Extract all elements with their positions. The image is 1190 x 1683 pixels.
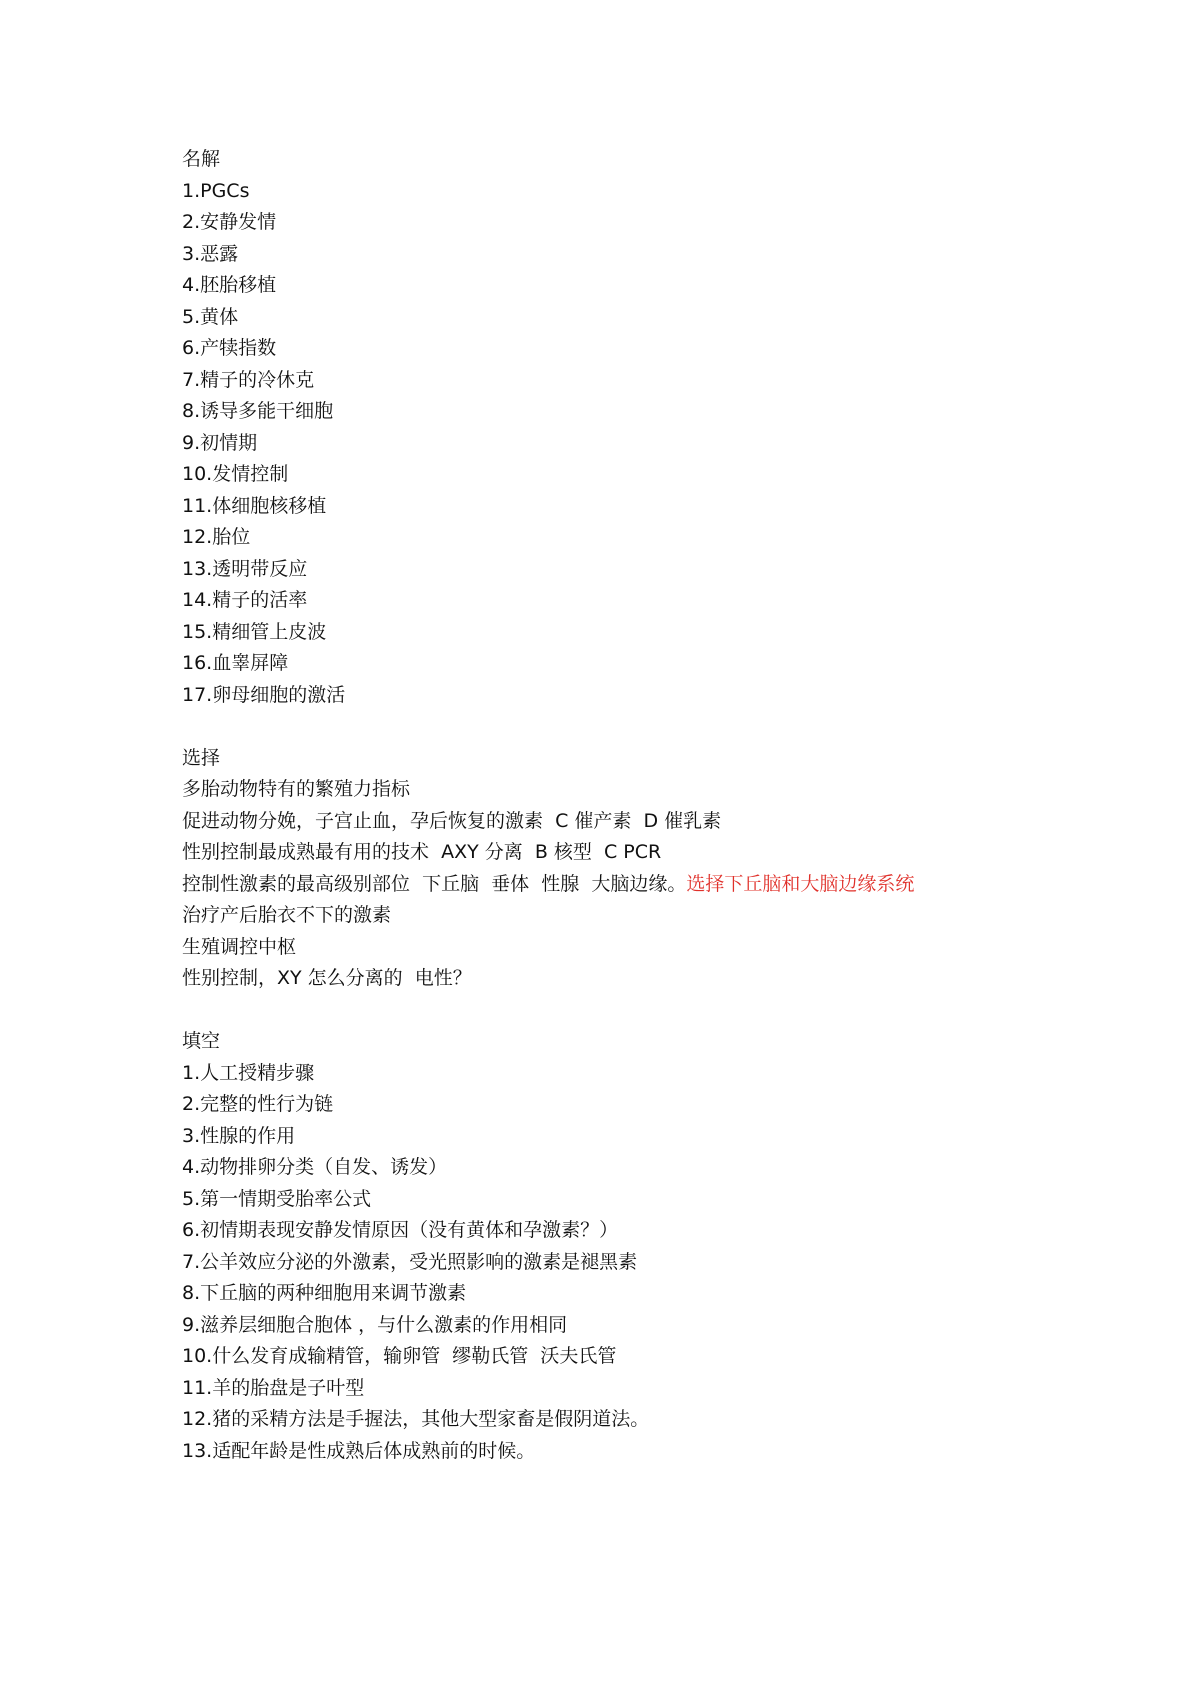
term-item: 16.血睾屏障 (182, 652, 289, 674)
term-item: 15.精细管上皮波 (182, 620, 327, 643)
document-page (182, 144, 1082, 1467)
fill-blank-item: 11.羊的胎盘是子叶型 (182, 1376, 365, 1399)
section-title-choice: 选择 (182, 746, 221, 769)
fill-blank-item: 13.适配年龄是性成熟后体成熟前的时候。 (182, 1439, 536, 1462)
fill-blank-item: 1.人工授精步骤 (182, 1061, 315, 1084)
term-item: 11.体细胞核移植 (182, 494, 327, 517)
section-terms (182, 144, 1082, 711)
section-title-fill-blank: 填空 (182, 1030, 221, 1052)
choice-item: 促进动物分娩，子宫止血，孕后恢复的激素 C 催产素 D 催乳素 (182, 809, 722, 832)
term-item: 7.精子的冷休克 (182, 368, 315, 391)
section-spacer (182, 711, 1082, 743)
fill-blank-item: 10.什么发育成输精管，输卵管 缪勒氏管 沃夫氏管 (182, 1345, 617, 1367)
choice-item-text: 控制性激素的最高级别部位 下丘脑 垂体 性腺 大脑边缘。 (182, 872, 687, 895)
fill-blank-item: 6.初情期表现安静发情原因（没有黄体和孕激素？） (182, 1219, 619, 1241)
term-item: 4.胚胎移植 (182, 274, 277, 296)
choice-item: 治疗产后胎衣不下的激素 (182, 904, 392, 926)
term-item: 1.PGCs (182, 179, 250, 202)
term-item: 5.黄体 (182, 305, 239, 328)
choice-item: 多胎动物特有的繁殖力指标 (182, 778, 411, 800)
section-fill-blank (182, 1026, 1082, 1467)
term-item: 6.产犊指数 (182, 337, 277, 359)
fill-blank-item: 5.第一情期受胎率公式 (182, 1187, 372, 1210)
choice-item-with-note (182, 869, 1082, 901)
term-item: 10.发情控制 (182, 463, 289, 485)
fill-blank-item: 8.下丘脑的两种细胞用来调节激素 (182, 1282, 467, 1304)
term-item: 13.透明带反应 (182, 557, 308, 580)
choice-item: 生殖调控中枢 (182, 935, 297, 958)
fill-blank-item: 3.性腺的作用 (182, 1124, 296, 1147)
fill-blank-item: 9.滋养层细胞合胞体 ，与什么激素的作用相同 (182, 1313, 568, 1336)
term-item: 9.初情期 (182, 431, 258, 454)
term-item: 2.安静发情 (182, 211, 277, 233)
fill-blank-item: 7.公羊效应分泌的外激素，受光照影响的激素是褪黑素 (182, 1250, 638, 1273)
term-item: 12.胎位 (182, 526, 251, 548)
term-item: 3.恶露 (182, 242, 239, 265)
term-item: 17.卵母细胞的激活 (182, 683, 346, 706)
term-item: 14.精子的活率 (182, 589, 308, 611)
fill-blank-item: 4.动物排卵分类（自发、诱发） (182, 1156, 448, 1178)
term-item: 8.诱导多能干细胞 (182, 400, 334, 422)
choice-item: 性别控制，XY 怎么分离的 电性？ (182, 967, 472, 989)
section-title-terms: 名解 (182, 148, 221, 170)
choice-item: 性别控制最成熟最有用的技术 AXY 分离 B 核型 C PCR (182, 841, 662, 863)
section-spacer (182, 995, 1082, 1027)
section-choice (182, 743, 1082, 995)
fill-blank-item: 12.猪的采精方法是手握法，其他大型家畜是假阴道法。 (182, 1408, 650, 1430)
fill-blank-item: 2.完整的性行为链 (182, 1093, 334, 1115)
answer-note: 选择下丘脑和大脑边缘系统 (686, 872, 915, 895)
